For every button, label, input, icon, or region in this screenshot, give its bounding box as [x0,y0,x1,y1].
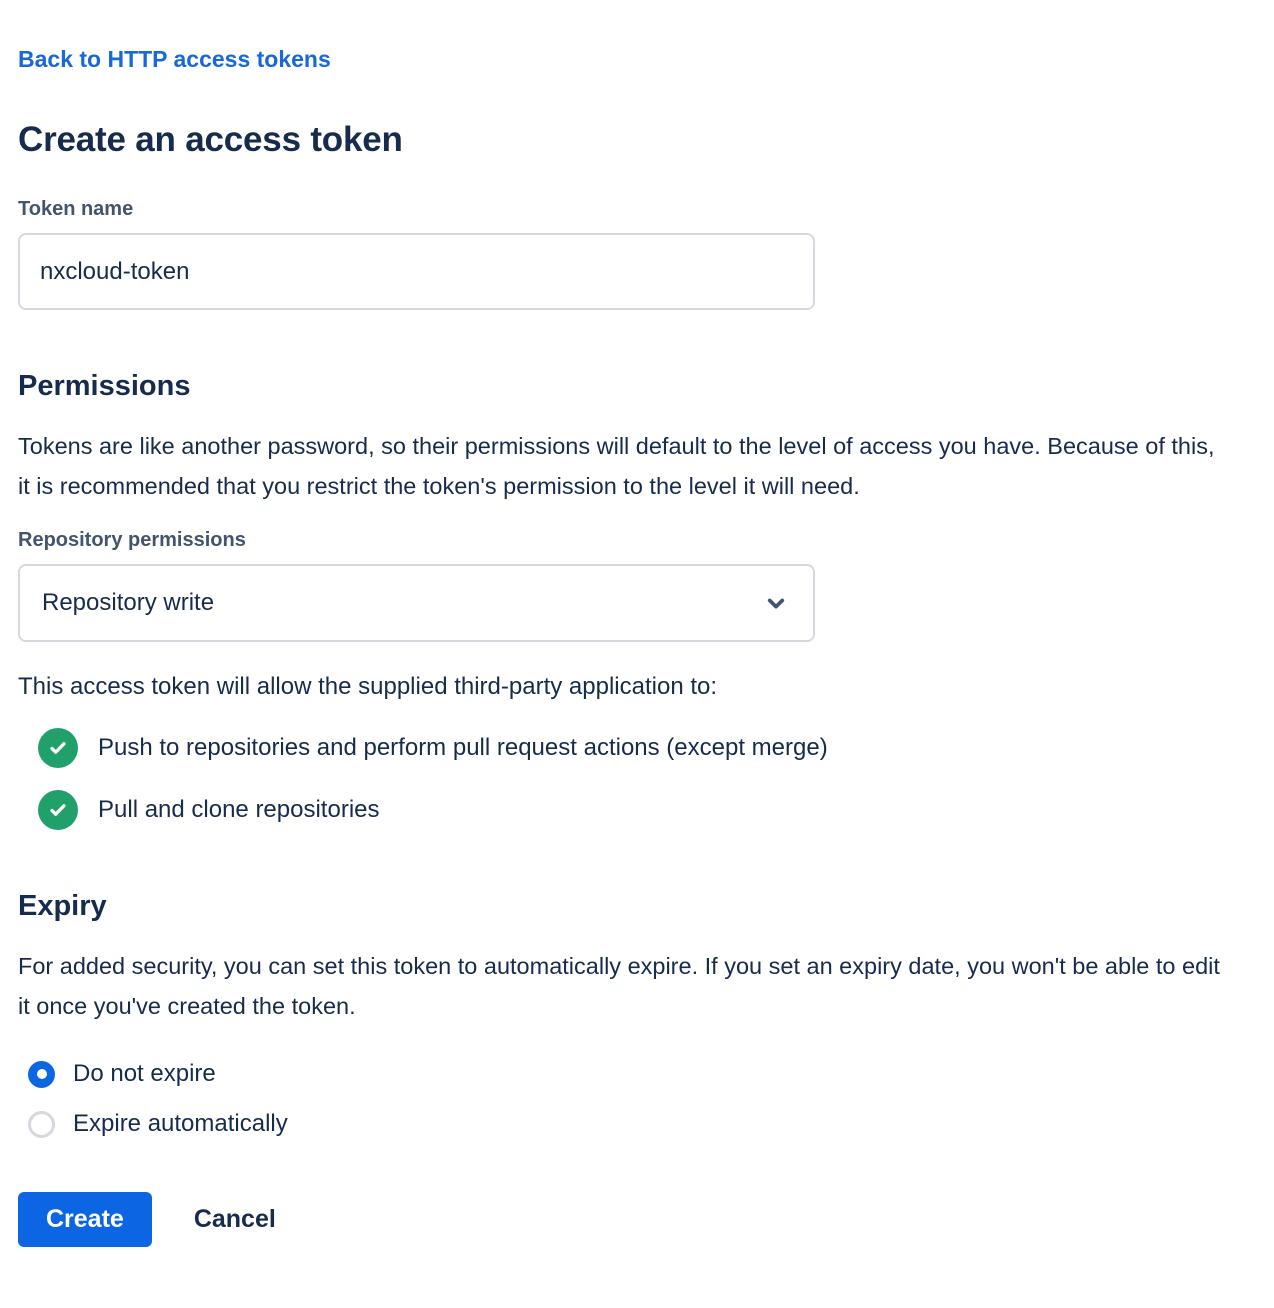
token-name-input[interactable] [18,233,815,310]
radio-do-not-expire[interactable] [18,1056,1256,1092]
allowance-item [38,790,1256,830]
radio-selected-icon[interactable] [28,1061,55,1088]
page-title: Create an access token [18,120,403,159]
token-name-label: Token name [18,198,134,220]
chevron-down-icon [763,590,789,616]
check-circle-icon [38,728,78,768]
check-circle-icon [38,790,78,830]
form-actions [18,1192,1256,1247]
permissions-description: Tokens are like another password, so their permissions will default to the level of access you have. Because of this, it is recommended that you restrict the token's permission to the level it will need. [18,433,1215,499]
radio-do-not-expire-label: Do not expire [73,1060,216,1087]
expiry-description: For added security, you can set this token to automatically expire. If you set an expiry date, you won't be able to edit it once you've created the token. [18,953,1220,1019]
repository-permissions-label: Repository permissions [18,529,246,551]
back-to-http-access-tokens-link[interactable]: Back to HTTP access tokens [18,46,331,72]
allowance-item [38,728,1256,768]
cancel-button[interactable]: Cancel [193,1205,276,1233]
repository-permissions-select[interactable] [18,564,815,642]
expiry-radio-group [18,1056,1256,1142]
allowance-item-text: Push to repositories and perform pull request actions (except merge) [98,734,828,761]
repository-permissions-selected-value: Repository write [42,589,215,616]
allowance-intro-text: This access token will allow the supplied third-party application to: [18,673,718,700]
radio-expire-automatically[interactable] [18,1106,1256,1142]
radio-unselected-icon[interactable] [28,1111,55,1138]
radio-expire-automatically-label: Expire automatically [73,1110,288,1137]
expiry-heading: Expiry [18,890,107,922]
permissions-heading: Permissions [18,370,191,402]
allowance-item-text: Pull and clone repositories [98,796,380,823]
create-button[interactable]: Create [18,1192,152,1247]
allowance-list [18,728,1256,830]
